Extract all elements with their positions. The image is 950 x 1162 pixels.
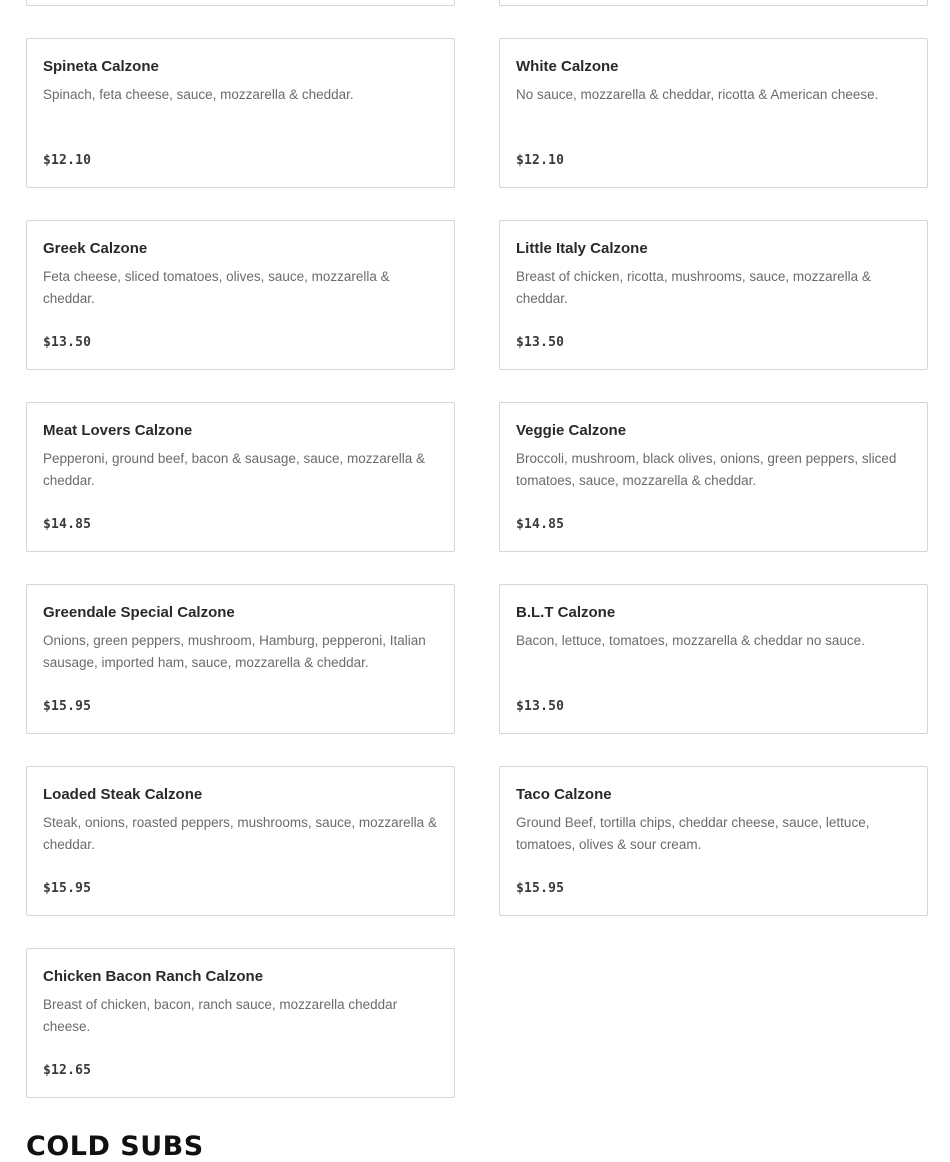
menu-item-card[interactable] xyxy=(499,766,928,916)
item-name: Greendale Special Calzone xyxy=(43,604,235,621)
menu-item-grid xyxy=(26,0,928,1098)
item-price: $13.50 xyxy=(43,335,92,350)
item-price: $14.85 xyxy=(516,517,565,532)
item-price: $13.50 xyxy=(516,699,565,714)
item-name: Taco Calzone xyxy=(516,786,612,803)
item-price: $15.95 xyxy=(43,699,92,714)
menu-item-card[interactable] xyxy=(499,402,928,552)
menu-item-card[interactable] xyxy=(499,584,928,734)
menu-item-card[interactable] xyxy=(499,38,928,188)
menu-item-card[interactable] xyxy=(26,402,455,552)
section-heading-cold-subs: COLD SUBS xyxy=(26,1131,204,1162)
item-name: Meat Lovers Calzone xyxy=(43,422,193,439)
item-price: $12.65 xyxy=(43,1063,92,1078)
menu-item-card[interactable] xyxy=(499,220,928,370)
menu-item-card[interactable] xyxy=(26,584,455,734)
menu-item-card[interactable] xyxy=(26,948,455,1098)
item-name: B.L.T Calzone xyxy=(516,604,616,621)
item-price: $12.10 xyxy=(43,153,92,168)
item-description: Spinach, feta cheese, sauce, mozzarella & cheddar. xyxy=(43,87,354,102)
item-description: Pepperoni, ground beef, bacon & sausage, sauce, mozzarella & cheddar. xyxy=(43,451,425,488)
item-price: $14.85 xyxy=(43,517,92,532)
item-name: Spineta Calzone xyxy=(43,58,159,75)
menu-item-card[interactable] xyxy=(26,220,455,370)
item-price: $15.95 xyxy=(516,881,565,896)
item-description: No sauce, mozzarella & cheddar, ricotta & American cheese. xyxy=(516,87,879,102)
item-name: Little Italy Calzone xyxy=(516,240,648,257)
item-price: $15.95 xyxy=(43,881,92,896)
item-price: $13.50 xyxy=(516,335,565,350)
menu-item-card[interactable] xyxy=(26,766,455,916)
menu-item-card[interactable] xyxy=(26,0,455,6)
item-name: Chicken Bacon Ranch Calzone xyxy=(43,968,264,985)
item-name: Greek Calzone xyxy=(43,240,148,257)
item-description: Broccoli, mushroom, black olives, onions, green peppers, sliced tomatoes, sauce, mozzarella & cheddar. xyxy=(516,451,897,488)
menu-item-card[interactable] xyxy=(26,38,455,188)
item-description: Steak, onions, roasted peppers, mushrooms, sauce, mozzarella & cheddar. xyxy=(43,815,437,852)
item-price: $12.10 xyxy=(516,153,565,168)
item-description: Bacon, lettuce, tomatoes, mozzarella & cheddar no sauce. xyxy=(516,633,865,648)
item-name: Loaded Steak Calzone xyxy=(43,786,203,803)
item-description: Onions, green peppers, mushroom, Hamburg, pepperoni, Italian sausage, imported ham, sauce, mozzarella & cheddar. xyxy=(43,633,426,670)
item-description: Breast of chicken, ricotta, mushrooms, sauce, mozzarella & cheddar. xyxy=(516,269,871,306)
item-description: Ground Beef, tortilla chips, cheddar cheese, sauce, lettuce, tomatoes, olives & sour cream. xyxy=(516,815,870,852)
item-name: White Calzone xyxy=(516,58,619,75)
item-name: Veggie Calzone xyxy=(516,422,627,439)
menu-item-card[interactable] xyxy=(499,0,928,6)
item-description: Breast of chicken, bacon, ranch sauce, mozzarella cheddar cheese. xyxy=(43,997,398,1034)
item-description: Feta cheese, sliced tomatoes, olives, sauce, mozzarella & cheddar. xyxy=(43,269,390,306)
